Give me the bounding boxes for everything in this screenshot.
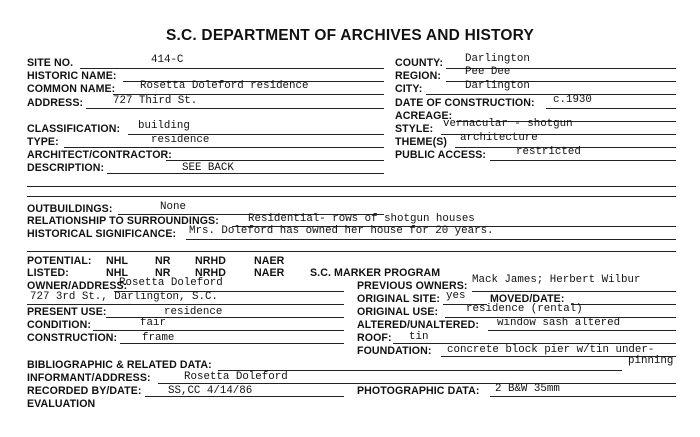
evaluation-label: EVALUATION (27, 398, 96, 410)
construction-label: CONSTRUCTION: (27, 332, 118, 344)
listed-nhl: NHL (106, 267, 129, 279)
acreage-label: ACREAGE: (395, 110, 453, 122)
altered-label: ALTERED/UNALTERED: (357, 319, 480, 331)
type-value: residence (151, 134, 210, 146)
foundation-label: FOUNDATION: (357, 345, 432, 357)
listed-nrhd: NRHD (195, 267, 227, 279)
original-site-label: ORIGINAL SITE: (357, 293, 441, 305)
description-line (107, 173, 384, 174)
site-no-value: 414-C (151, 54, 184, 66)
county-value: Darlington (465, 53, 530, 65)
region-value: Pee Dee (465, 66, 511, 78)
photographic-value: 2 B&W 35mm (495, 383, 560, 395)
description-label: DESCRIPTION: (27, 162, 105, 174)
photographic-line (490, 396, 676, 397)
section-divider (27, 196, 676, 197)
original-use-value: residence (rental) (466, 303, 583, 315)
photographic-label: PHOTOGRAPHIC DATA: (357, 385, 480, 397)
address-line (86, 108, 384, 109)
date-of-construction-value: c.1930 (553, 94, 592, 106)
address-value: 727 Third St. (113, 95, 198, 107)
previous-owners-line (472, 291, 676, 292)
informant-label: INFORMANT/ADDRESS: (27, 372, 151, 384)
listed-label: LISTED: (27, 267, 69, 279)
themes-value: architecture (460, 132, 538, 144)
classification-value: building (138, 120, 190, 132)
date-of-construction-label: DATE OF CONSTRUCTION: (395, 97, 535, 109)
date-of-construction-line (546, 108, 676, 109)
historical-significance-line (186, 239, 676, 240)
description-value: SEE BACK (182, 162, 234, 174)
owner-address-label: OWNER/ADDRESS: (27, 280, 128, 292)
present-use-value: residence (164, 306, 223, 318)
original-site-value: yes (446, 290, 466, 302)
potential-nrhd: NRHD (195, 255, 227, 267)
potential-label: POTENTIAL: (27, 255, 92, 267)
present-use-label: PRESENT USE: (27, 306, 107, 318)
foundation-value-line-2: pinning (628, 355, 674, 367)
previous-owners-label: PREVIOUS OWNERS: (357, 280, 468, 292)
public-access-value: restricted (516, 146, 581, 158)
roof-value: tin (409, 331, 429, 343)
altered-value: window sash altered (497, 317, 621, 329)
relationship-value: Residential- rows of shotgun houses (248, 213, 475, 225)
informant-line (158, 383, 676, 384)
altered-line (488, 330, 676, 331)
type-label: TYPE: (27, 136, 59, 148)
bibliographic-label: BIBLIOGRAPHIC & RELATED DATA: (27, 359, 212, 371)
public-access-label: PUBLIC ACCESS: (395, 149, 487, 161)
relationship-label: RELATIONSHIP TO SURROUNDINGS: (27, 215, 219, 227)
condition-value: fair (140, 317, 166, 329)
style-value: vernacular - shotgun (443, 118, 573, 130)
type-line (64, 147, 384, 148)
historical-significance-value: Mrs. Doleford has owned her house for 20 years. (189, 225, 494, 237)
condition-label: CONDITION: (27, 319, 91, 331)
outbuildings-value: None (160, 201, 186, 213)
themes-label: THEME(S) (395, 136, 447, 148)
recorded-by-value: SS,CC 4/14/86 (168, 385, 253, 397)
historic-name-label: HISTORIC NAME: (27, 70, 117, 82)
common-name-value: Rosetta Doleford residence (140, 80, 309, 92)
marker-program-label: S.C. MARKER PROGRAM (310, 267, 441, 279)
region-label: REGION: (395, 70, 442, 82)
construction-value: frame (142, 332, 175, 344)
site-no-line (80, 68, 384, 69)
section-divider (27, 251, 676, 252)
common-name-label: COMMON NAME: (27, 83, 116, 95)
owner-address-line-2 (27, 304, 344, 305)
classification-label: CLASSIFICATION: (27, 123, 121, 135)
style-label: STYLE: (395, 123, 434, 135)
informant-value: Rosetta Doleford (184, 371, 288, 383)
architect-line (166, 160, 384, 161)
description-extra-line (27, 186, 676, 187)
potential-naer: NAER (254, 255, 285, 267)
county-label: COUNTY: (395, 57, 444, 69)
original-use-label: ORIGINAL USE: (357, 306, 439, 318)
site-no-label: SITE NO. (27, 57, 74, 69)
historical-significance-label: HISTORICAL SIGNIFICANCE: (27, 228, 177, 240)
city-label: CITY: (395, 83, 423, 95)
address-label: ADDRESS: (27, 97, 84, 109)
moved-date-label: MOVED/DATE: (490, 293, 565, 305)
condition-line (93, 330, 344, 331)
roof-label: ROOF: (357, 332, 392, 344)
public-access-line (490, 160, 676, 161)
city-value: Darlington (465, 80, 530, 92)
city-line (426, 94, 676, 95)
architect-label: ARCHITECT/CONTRACTOR: (27, 149, 172, 161)
listed-naer: NAER (254, 267, 285, 279)
moved-date-line (571, 304, 676, 305)
recorded-by-label: RECORDED BY/DATE: (27, 385, 142, 397)
owner-name-value: Rosetta Doleford (119, 277, 223, 289)
owner-address-value: 727 3rd St., Darlington, S.C. (30, 291, 218, 303)
potential-nr: NR (155, 255, 171, 267)
foundation-value-line-1: concrete block pier w/tin under- (447, 344, 655, 356)
listed-nr: NR (155, 267, 171, 279)
form-title: S.C. DEPARTMENT OF ARCHIVES AND HISTORY (165, 27, 535, 44)
previous-owners-value: Mack James; Herbert Wilbur (472, 274, 641, 286)
outbuildings-label: OUTBUILDINGS: (27, 203, 113, 215)
potential-nhl: NHL (106, 255, 129, 267)
